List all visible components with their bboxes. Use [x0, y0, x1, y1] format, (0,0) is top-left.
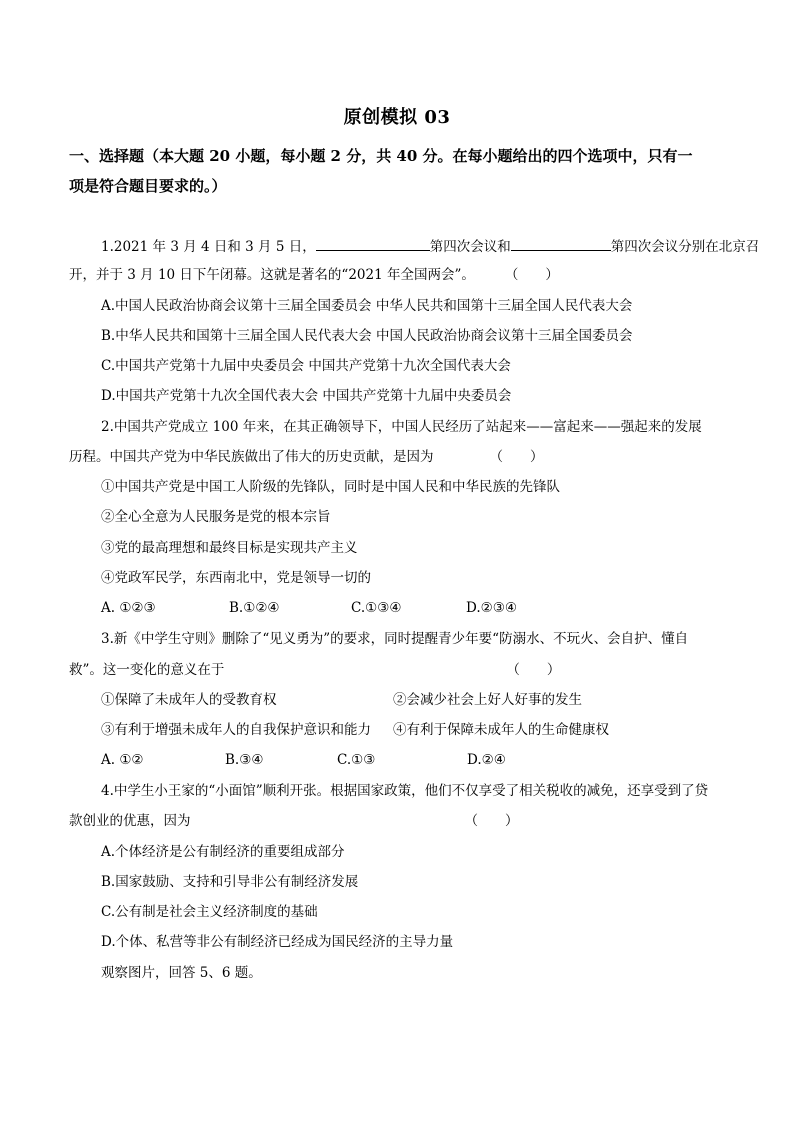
- q2-text-2: 历程。中国共产党为中华民族做出了伟大的历史贡献，是因为: [69, 449, 434, 465]
- page-title: 原创模拟 03: [343, 107, 451, 128]
- q4-line1: 4.中学生小王家的“小面馆”顺利开张。根据国家政策，他们不仅享受了相关税收的减免，还享受到了贷: [101, 783, 709, 799]
- q1-option-d: D.中国共产党第十九次全国代表大会 中国共产党第十九届中央委员会: [101, 388, 512, 404]
- q1-blank-2[interactable]: [511, 236, 611, 251]
- q2-statement-1: ①中国共产党是中国工人阶级的先锋队，同时是中国人民和中华民族的先锋队: [101, 479, 560, 495]
- q2-line2: [69, 447, 544, 467]
- q3-statement-2: ②会减少社会上好人好事的发生: [393, 692, 582, 708]
- q4-option-b: B.国家鼓励、支持和引导非公有制经济发展: [101, 874, 359, 890]
- q4-line2: [69, 811, 519, 831]
- q3-statement-4: ④有利于保障未成年人的生命健康权: [393, 722, 609, 738]
- instruction-note: 观察图片，回答 5、6 题。: [101, 965, 262, 981]
- q3-option-d: D.②④: [467, 752, 506, 768]
- q3-statements-row2: [101, 720, 609, 740]
- q1-text-a: 1.2021 年 3 月 4 日和 3 月 5 日，: [101, 239, 316, 255]
- q2-option-c: C.①③④: [351, 600, 402, 616]
- q4-option-c: C.公有制是社会主义经济制度的基础: [101, 904, 318, 920]
- q2-statement-4: ④党政军民学，东西南北中，党是领导一切的: [101, 570, 371, 586]
- q2-statement-2: ②全心全意为人民服务是党的根本宗旨: [101, 509, 331, 525]
- q2-line1: 2.中国共产党成立 100 年来，在其正确领导下，中国人民经历了站起来——富起来——强起来的发展: [101, 419, 702, 435]
- q2-option-a: A. ①②③: [101, 600, 156, 616]
- q4-answer-paren[interactable]: （ ）: [464, 813, 519, 829]
- q2-answer-paren[interactable]: （ ）: [489, 449, 544, 465]
- q3-statement-1: ①保障了未成年人的受教育权: [101, 692, 277, 708]
- q4-option-a: A.个体经济是公有制经济的重要组成部分: [101, 844, 345, 860]
- q1-option-b: B.中华人民共和国第十三届全国人民代表大会 中国人民政治协商会议第十三届全国委员会: [101, 328, 633, 344]
- q2-option-d: D.②③④: [466, 600, 517, 616]
- q1-text-c: 第四次会议分别在北京召: [610, 239, 760, 255]
- q2-options-row: [101, 598, 517, 618]
- section-heading-line2: 项是符合题目要求的。）: [69, 177, 227, 195]
- q3-option-a: A. ①②: [101, 752, 144, 768]
- q1-option-a: A.中国人民政治协商会议第十三届全国委员会 中华人民共和国第十三届全国人民代表大会: [101, 298, 633, 314]
- q3-option-b: B.③④: [225, 752, 264, 768]
- q2-statement-3: ③党的最高理想和最终目标是实现共产主义: [101, 540, 358, 556]
- q3-answer-paren[interactable]: （ ）: [506, 662, 561, 678]
- q3-statements-row1: [101, 690, 582, 710]
- q1-text-b: 第四次会议和: [429, 239, 511, 255]
- q3-statement-3: ③有利于增强未成年人的自我保护意识和能力: [101, 722, 371, 738]
- q3-option-c: C.①③: [337, 752, 376, 768]
- q1-option-c: C.中国共产党第十九届中央委员会 中国共产党第十九次全国代表大会: [101, 358, 511, 374]
- q1-answer-paren[interactable]: （ ）: [504, 267, 559, 283]
- q3-line2: [69, 660, 560, 680]
- q3-options-row: [101, 750, 506, 770]
- q2-option-b: B.①②④: [229, 600, 280, 616]
- q1-line2: [69, 265, 559, 285]
- section-heading-line1: 一、选择题（本大题 20 小题，每小题 2 分，共 40 分。在每小题给出的四个选项中，只有一: [69, 147, 693, 165]
- q4-text-2: 款创业的优惠，因为: [69, 813, 191, 829]
- q1-text-2: 开，并于 3 月 10 日下午闭幕。这就是著名的“2021 年全国两会”。: [69, 267, 475, 283]
- q3-text-2: 救”。这一变化的意义在于: [69, 662, 225, 678]
- q3-line1: 3.新《中学生守则》删除了“见义勇为”的要求，同时提醒青少年要“防溺水、不玩火、会自护、懂自: [101, 631, 689, 647]
- q4-option-d: D.个体、私营等非公有制经济已经成为国民经济的主导力量: [101, 934, 454, 950]
- q1-line1: [101, 236, 759, 257]
- q1-blank-1[interactable]: [316, 236, 430, 251]
